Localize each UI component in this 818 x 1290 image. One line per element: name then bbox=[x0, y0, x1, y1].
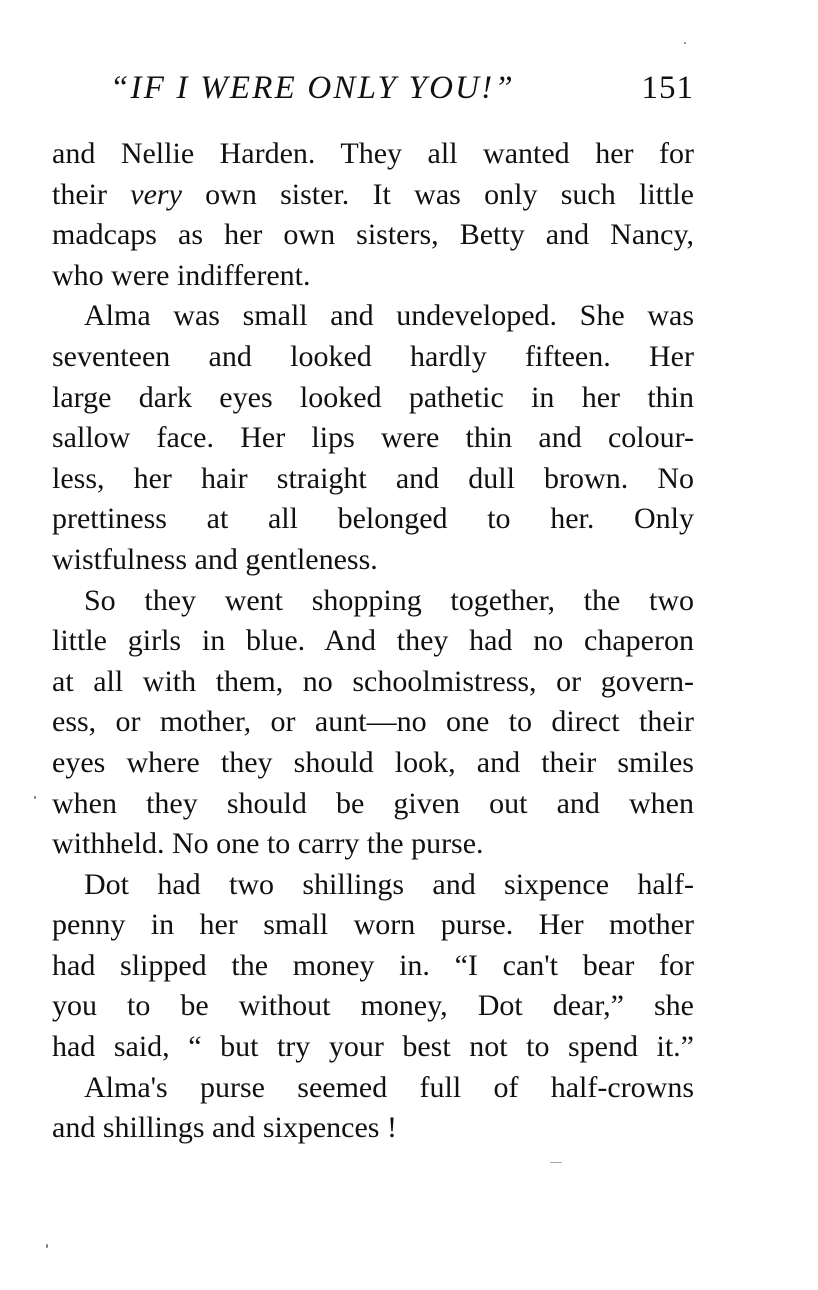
text-line: Alma was small and undeveloped. She was bbox=[84, 299, 694, 333]
text-line: large dark eyes looked pathetic in her thin bbox=[52, 380, 694, 414]
paragraph-4 bbox=[52, 865, 694, 1068]
text-line: eyes where they should look, and their smiles bbox=[52, 745, 694, 779]
text-line: when they should be given out and when bbox=[52, 786, 694, 820]
text-line: Alma's purse seemed full of half-crowns bbox=[84, 1070, 694, 1104]
text-line: wistfulness and gentleness. bbox=[52, 542, 378, 576]
text-line: withheld. No one to carry the purse. bbox=[52, 827, 484, 861]
text-line: Dot had two shillings and sixpence half- bbox=[84, 867, 694, 901]
running-head bbox=[52, 66, 694, 116]
body-text bbox=[52, 134, 694, 1149]
text-line: had said, “ but try your best not to spend it.” bbox=[52, 1030, 694, 1064]
page-number: 151 bbox=[641, 70, 694, 106]
paragraph-1 bbox=[52, 134, 694, 296]
print-speck bbox=[550, 1162, 562, 1163]
text-line: you to be without money, Dot dear,” she bbox=[52, 989, 694, 1023]
print-speck bbox=[34, 796, 36, 799]
text-line: who were indifferent. bbox=[52, 258, 311, 292]
text-line: seventeen and looked hardly fifteen. Her bbox=[52, 339, 694, 373]
text-line: madcaps as her own sisters, Betty and Nancy, bbox=[52, 218, 694, 252]
print-speck bbox=[684, 42, 686, 44]
text-line: ess, or mother, or aunt—no one to direct their bbox=[52, 705, 694, 739]
paragraph-5 bbox=[52, 1068, 694, 1149]
text-line: less, her hair straight and dull brown. No bbox=[52, 461, 694, 495]
print-speck bbox=[46, 1244, 48, 1248]
text-line: So they went shopping together, the two bbox=[84, 583, 694, 617]
emphasis: very bbox=[130, 177, 182, 211]
text-line: little girls in blue. And they had no chaperon bbox=[52, 624, 694, 658]
running-title: “IF I WERE ONLY YOU!” bbox=[110, 70, 515, 106]
text-line: sallow face. Her lips were thin and colour- bbox=[52, 421, 694, 455]
text-line: and shillings and sixpences ! bbox=[52, 1111, 397, 1145]
paragraph-2 bbox=[52, 296, 694, 580]
text-line: and Nellie Harden. They all wanted her for bbox=[52, 137, 694, 170]
paragraph-3 bbox=[52, 581, 694, 865]
text-line: prettiness at all belonged to her. Only bbox=[52, 502, 694, 536]
text-line: penny in her small worn purse. Her mother bbox=[52, 908, 694, 942]
text-line: their very own sister. It was only such little bbox=[52, 177, 694, 211]
text-line: had slipped the money in. “I can't bear for bbox=[52, 948, 694, 982]
text-line: at all with them, no schoolmistress, or govern- bbox=[52, 664, 694, 698]
